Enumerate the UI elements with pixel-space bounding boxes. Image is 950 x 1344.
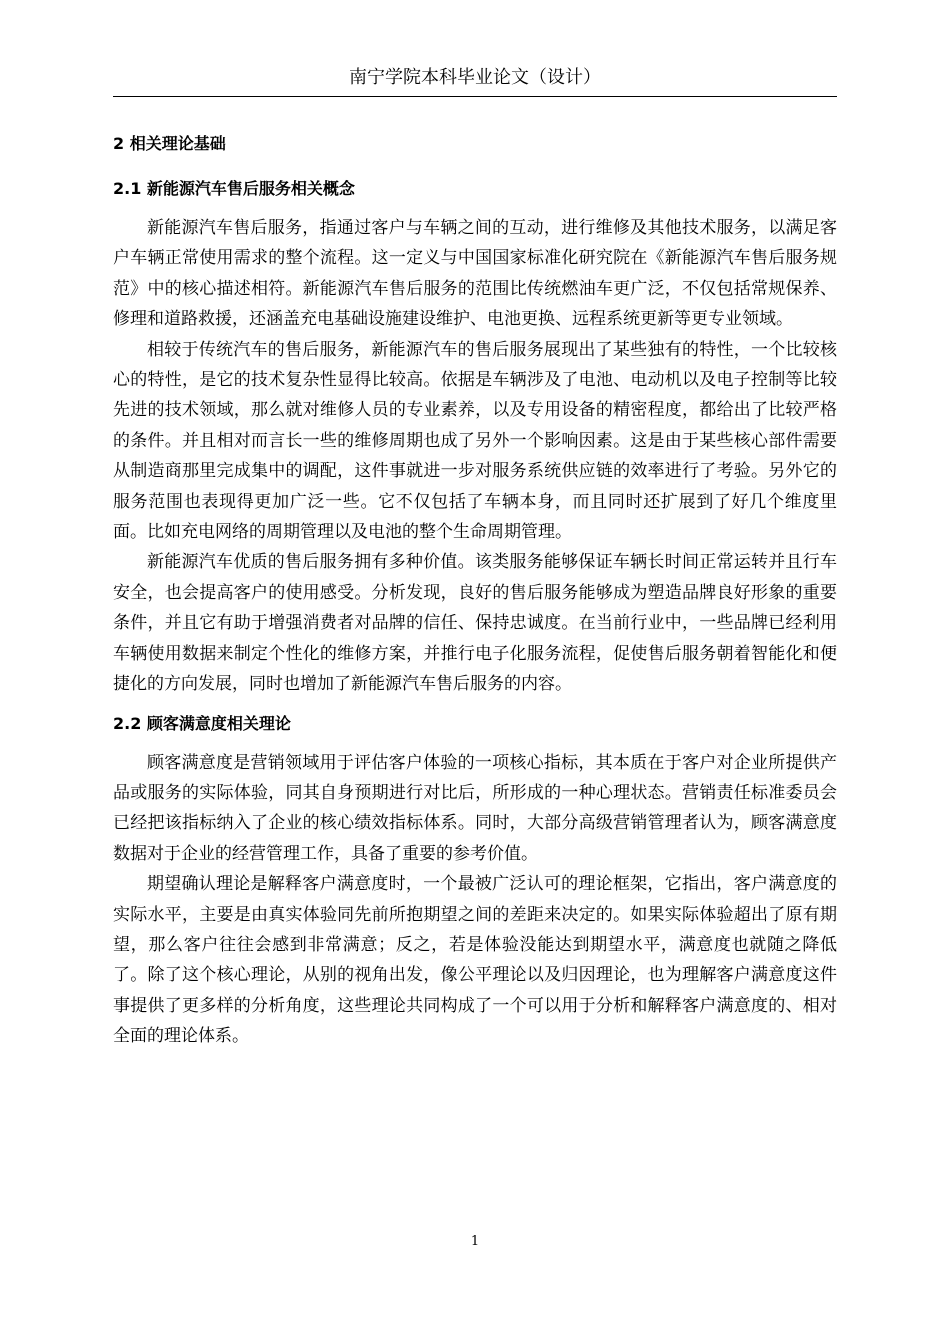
section-heading-2-1: 2.1 新能源汽车售后服务相关概念 <box>113 179 355 198</box>
paragraph: 顾客满意度是营销领域用于评估客户体验的一项核心指标，其本质在于客户对企业所提供产品或服务的实际体验，同其自身预期进行对比后，所形成的一种心理状态。营销责任标准委员会已经把该指标纳入了企业的核心绩效指标体系。同时，大部分高级营销管理者认为，顾客满意度数据对于企业的经营管理工作，具备了重要的参考价值。 <box>113 752 837 864</box>
paragraph: 相较于传统汽车的售后服务，新能源汽车的售后服务展现出了某些独有的特性，一个比较核心的特性，是它的技术复杂性显得比较高。依据是车辆涉及了电池、电动机以及电子控制等比较先进的技术领域，那么就对维修人员的专业素养，以及专用设备的精密程度，都给出了比较严格的条件。并且相对而言长一些的维修周期也成了另外一个影响因素。这是由于某些核心部件需要从制造商那里完成集中的调配，这件事就进一步对服务系统供应链的效率进行了考验。另外它的服务范围也表现得更加广泛一些。它不仅包括了车辆本身，而且同时还扩展到了好几个维度里面。比如充电网络的周期管理以及电池的整个生命周期管理。 <box>113 339 837 543</box>
page-number: 1 <box>470 1234 480 1249</box>
section-heading-2-2: 2.2 顾客满意度相关理论 <box>113 713 291 733</box>
chapter-heading: 2 相关理论基础 <box>113 134 226 153</box>
paragraph: 新能源汽车售后服务，指通过客户与车辆之间的互动，进行维修及其他技术服务，以满足客户车辆正常使用需求的整个流程。这一定义与中国国家标准化研究院在《新能源汽车售后服务规范》中的核心描述相符。新能源汽车售后服务的范围比传统燃油车更广泛，不仅包括常规保养、修理和道路救援，还涵盖充电基础设施建设维护、电池更换、远程系统更新等更专业领域。 <box>113 218 837 330</box>
paragraph: 新能源汽车优质的售后服务拥有多种价值。该类服务能够保证车辆长时间正常运转并且行车安全，也会提高客户的使用感受。分析发现，良好的售后服务能够成为塑造品牌良好形象的重要条件，并且它有助于增强消费者对品牌的信任、保持忠诚度。在当前行业中，一些品牌已经利用车辆使用数据来制定个性化的维修方案，并推行电子化服务流程，促使售后服务朝着智能化和便捷化的方向发展，同时也增加了新能源汽车售后服务的内容。 <box>113 552 837 695</box>
page-content <box>113 128 837 1052</box>
running-header: 南宁学院本科毕业论文（设计） <box>113 64 837 97</box>
paragraph: 期望确认理论是解释客户满意度时，一个最被广泛认可的理论框架，它指出，客户满意度的实际水平，主要是由真实体验同先前所抱期望之间的差距来决定的。如果实际体验超出了原有期望，那么客户往往会感到非常满意；反之，若是体验没能达到期望水平，满意度也就随之降低了。除了这个核心理论，从别的视角出发，像公平理论以及归因理论，也为理解客户满意度这件事提供了更多样的分析角度，这些理论共同构成了一个可以用于分析和解释客户满意度的、相对全面的理论体系。 <box>113 874 837 1047</box>
